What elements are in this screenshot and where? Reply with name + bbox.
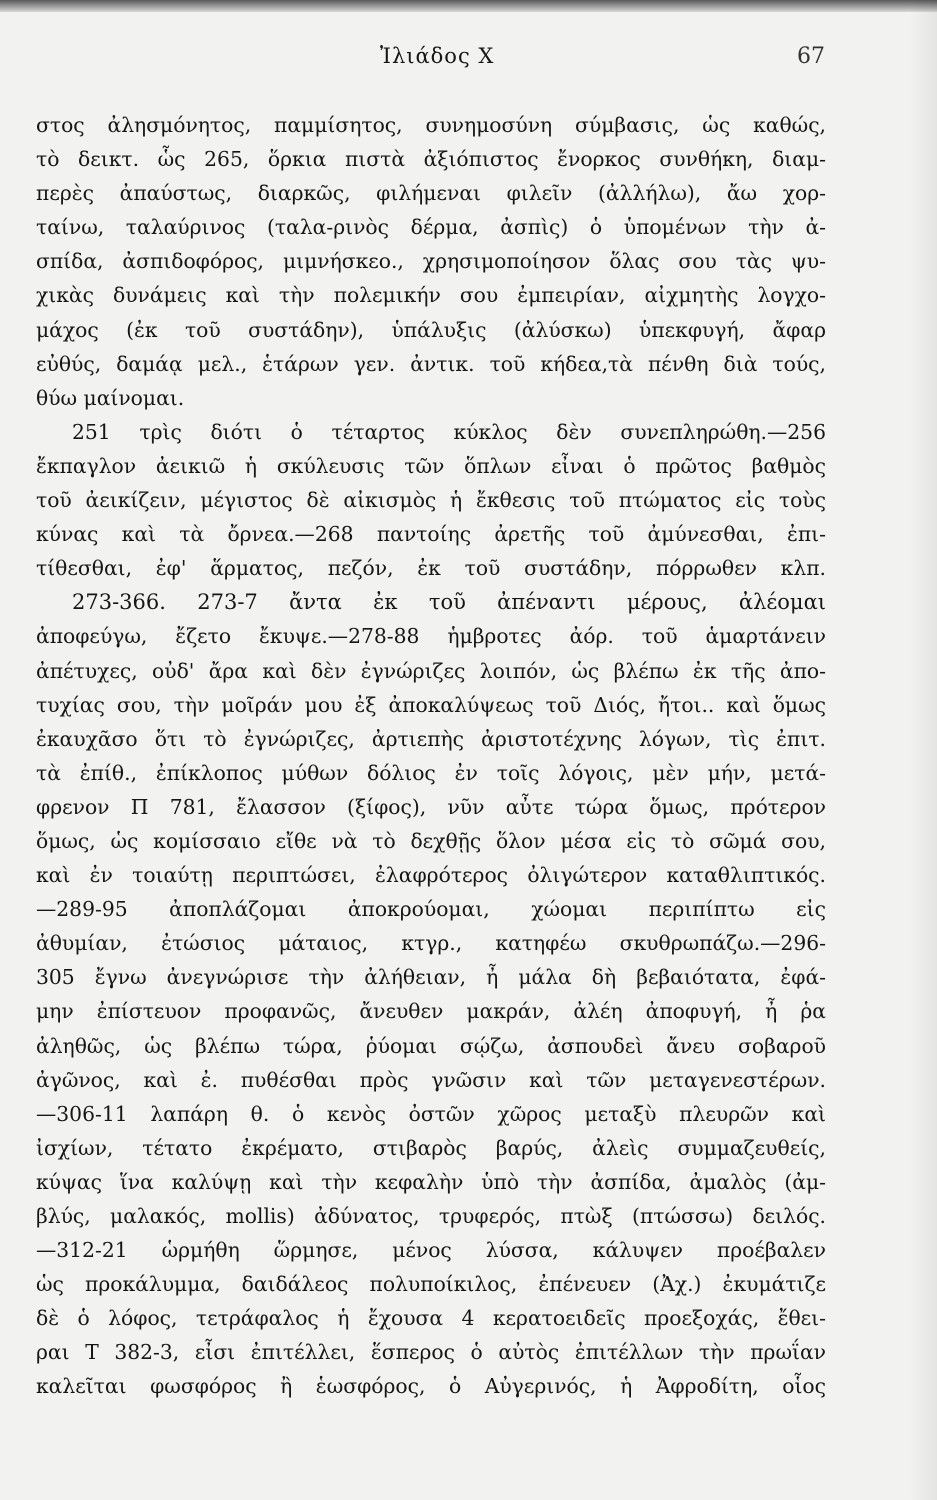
text-line: ἀγῶνος, καὶ ἐ. πυθέσθαι πρὸς γνῶσιν καὶ τῶν μεταγενεστέρων. <box>36 1067 826 1092</box>
text-line: —306-11 λαπάρη θ. ὁ κενὸς ὀστῶν χῶρος μεταξὺ πλευρῶν καὶ <box>36 1101 826 1126</box>
text-line: 251 τρὶς διότι ὁ τέταρτος κύκλος δὲν συνεπληρώθη.—256 <box>72 419 826 444</box>
text-line: ἐκαυχᾶσο ὅτι τὸ ἐγνώριζες, ἀρτιεπὴς ἀριστοτέχνης λόγων, τὶς ἐπιτ. <box>36 726 826 751</box>
text-line: τὰ ἐπίθ., ἐπίκλοπος μύθων δόλιος ἐν τοῖς λόγοις, μὲν μήν, μετά- <box>36 760 826 785</box>
text-line: ὅμως, ὡς κομίσσαιο εἴθε νὰ τὸ δεχθῇς ὅλον μέσα εἰς τὸ σῶμά σου, <box>36 828 826 853</box>
text-line: ἀποφεύγω, ἔζετο ἔκυψε.—278-88 ἡμβροτες ἀόρ. τοῦ ἁμαρτάνειν <box>36 624 826 649</box>
text-line: κύνας καὶ τὰ ὄρνεα.—268 παντοίης ἀρετῆς τοῦ ἀμύνεσθαι, ἐπι- <box>36 522 826 547</box>
text-line: μάχος (ἐκ τοῦ συστάδην), ὑπάλυξις (ἀλύσκω) ὑπεκφυγή, ἄφαρ <box>36 317 826 342</box>
text-line: ραι Τ 382-3, εἶσι ἐπιτέλλει, ἕσπερος ὁ αὐτὸς ἐπιτέλλων τὴν πρωΐαν <box>36 1340 826 1365</box>
text-line: —312-21 ὡρμήθη ὥρμησε, μένος λύσσα, κάλυψεν προέβαλεν <box>36 1238 826 1263</box>
text-line: 273-366. 273-7 ἄντα ἐκ τοῦ ἀπέναντι μέρους, ἀλέομαι <box>72 590 826 615</box>
text-line: καὶ ἐν τοιαύτῃ περιπτώσει, ἐλαφρότερος ὀλιγώτερον καταθλιπτικός. <box>36 863 826 888</box>
text-line: ἀληθῶς, ὡς βλέπω τώρα, ῥύομαι σῴζω, ἀσπουδεὶ ἄνευ σοβαροῦ <box>36 1033 826 1058</box>
text-line: δὲ ὁ λόφος, τετράφαλος ἡ ἔχουσα 4 κερατοειδεῖς προεξοχάς, ἔθει- <box>36 1306 826 1331</box>
page-header <box>0 44 937 84</box>
text-line: θύω μαίνομαι. <box>36 385 185 410</box>
text-line: ἔκπαγλον ἀεικιῶ ἡ σκύλευσις τῶν ὅπλων εἶναι ὁ πρῶτος βαθμὸς <box>36 453 826 478</box>
text-line: φρενον Π 781, ἔλασσον (ξίφος), νῦν αὖτε τώρα ὅμως, πρότερον <box>36 794 826 819</box>
text-line: 305 ἔγνω ἀνεγνώρισε τὴν ἀλήθειαν, ἦ μάλα δὴ βεβαιότατα, ἐφά- <box>36 965 826 990</box>
text-line: μην ἐπίστευον προφανῶς, ἄνευθεν μακράν, ἀλέη ἀποφυγή, ἦ ῥα <box>36 999 826 1024</box>
text-line: —289-95 ἀποπλάζομαι ἀποκρούομαι, χώομαι περιπίπτω εἰς <box>36 897 826 922</box>
text-line: τὸ δεικτ. ὧς 265, ὅρκια πιστὰ ἀξιόπιστος ἔνορκος συνθήκη, διαμ- <box>36 147 826 172</box>
page-top-edge <box>0 0 937 12</box>
text-line: βλύς, μαλακός, mollis) ἀδύνατος, τρυφερός, πτὼξ (πτώσσω) δειλός. <box>36 1204 826 1228</box>
text-line: ἀθυμίαν, ἐτώσιος μάταιος, κτγρ., κατηφέω σκυθρωπάζω.—296- <box>36 931 826 956</box>
text-line: ἰσχίων, τέτατο ἐκρέματο, στιβαρὸς βαρύς, ἀλεὶς συμμαζευθείς, <box>36 1135 826 1160</box>
text-line: περὲς ἀπαύστως, διαρκῶς, φιλήμεναι φιλεῖν (ἀλλήλω), ἄω χορ- <box>36 181 826 206</box>
page-gutter-shadow <box>909 0 937 1500</box>
text-line: τυχίας σου, τὴν μοῖράν μου ἐξ ἀποκαλύψεως τοῦ Διός, ἤτοι.. καὶ ὅμως <box>36 692 826 717</box>
text-line: χικὰς δυνάμεις καὶ τὴν πολεμικήν σου ἐμπειρίαν, αἰχμητὴς λογχο- <box>36 283 826 308</box>
text-line: κύψας ἵνα καλύψῃ καὶ τὴν κεφαλὴν ὑπὸ τὴν ἀσπίδα, ἀμαλὸς (ἀμ- <box>36 1169 826 1194</box>
commentary-body <box>36 108 826 1404</box>
text-line: καλεῖται φωσφόρος ἢ ἑωσφόρος, ὁ Αὐγερινός, ἡ Ἀφροδίτη, οἷος <box>36 1374 826 1399</box>
text-line: ἀπέτυχες, οὐδ' ἄρα καὶ δὲν ἐγνώριζες λοιπόν, ὡς βλέπω ἐκ τῆς ἀπο- <box>36 658 826 683</box>
page-number: 67 <box>797 44 825 69</box>
text-line: στος ἀλησμόνητος, παμμίσητος, συνημοσύνη σύμβασις, ὡς καθώς, <box>36 113 826 137</box>
text-line: εὐθύς, δαμάᾳ μελ., ἑτάρων γεν. ἀντικ. τοῦ κήδεα,τὰ πένθη διὰ τούς, <box>36 351 826 376</box>
text-line: ὡς προκάλυμμα, δαιδάλεος πολυποίκιλος, ἐπένευεν (Ἀχ.) ἐκυμάτιζε <box>36 1272 826 1297</box>
running-head: Ἰλιάδος Χ <box>380 44 495 68</box>
text-line: ταίνω, ταλαύρινος (ταλα-ρινὸς δέρμα, ἀσπὶς) ὁ ὑπομένων τὴν ἀ- <box>36 215 826 240</box>
text-line: τίθεσθαι, ἐφ' ἅρματος, πεζόν, ἐκ τοῦ συστάδην, πόρρωθεν κλπ. <box>36 556 826 581</box>
text-line: σπίδα, ἀσπιδοφόρος, μιμνήσκεο., χρησιμοποίησον ὅλας σου τὰς ψυ- <box>36 249 826 274</box>
text-line: τοῦ ἀεικίζειν, μέγιστος δὲ αἰκισμὸς ἡ ἔκθεσις τοῦ πτώματος εἰς τοὺς <box>36 488 826 513</box>
